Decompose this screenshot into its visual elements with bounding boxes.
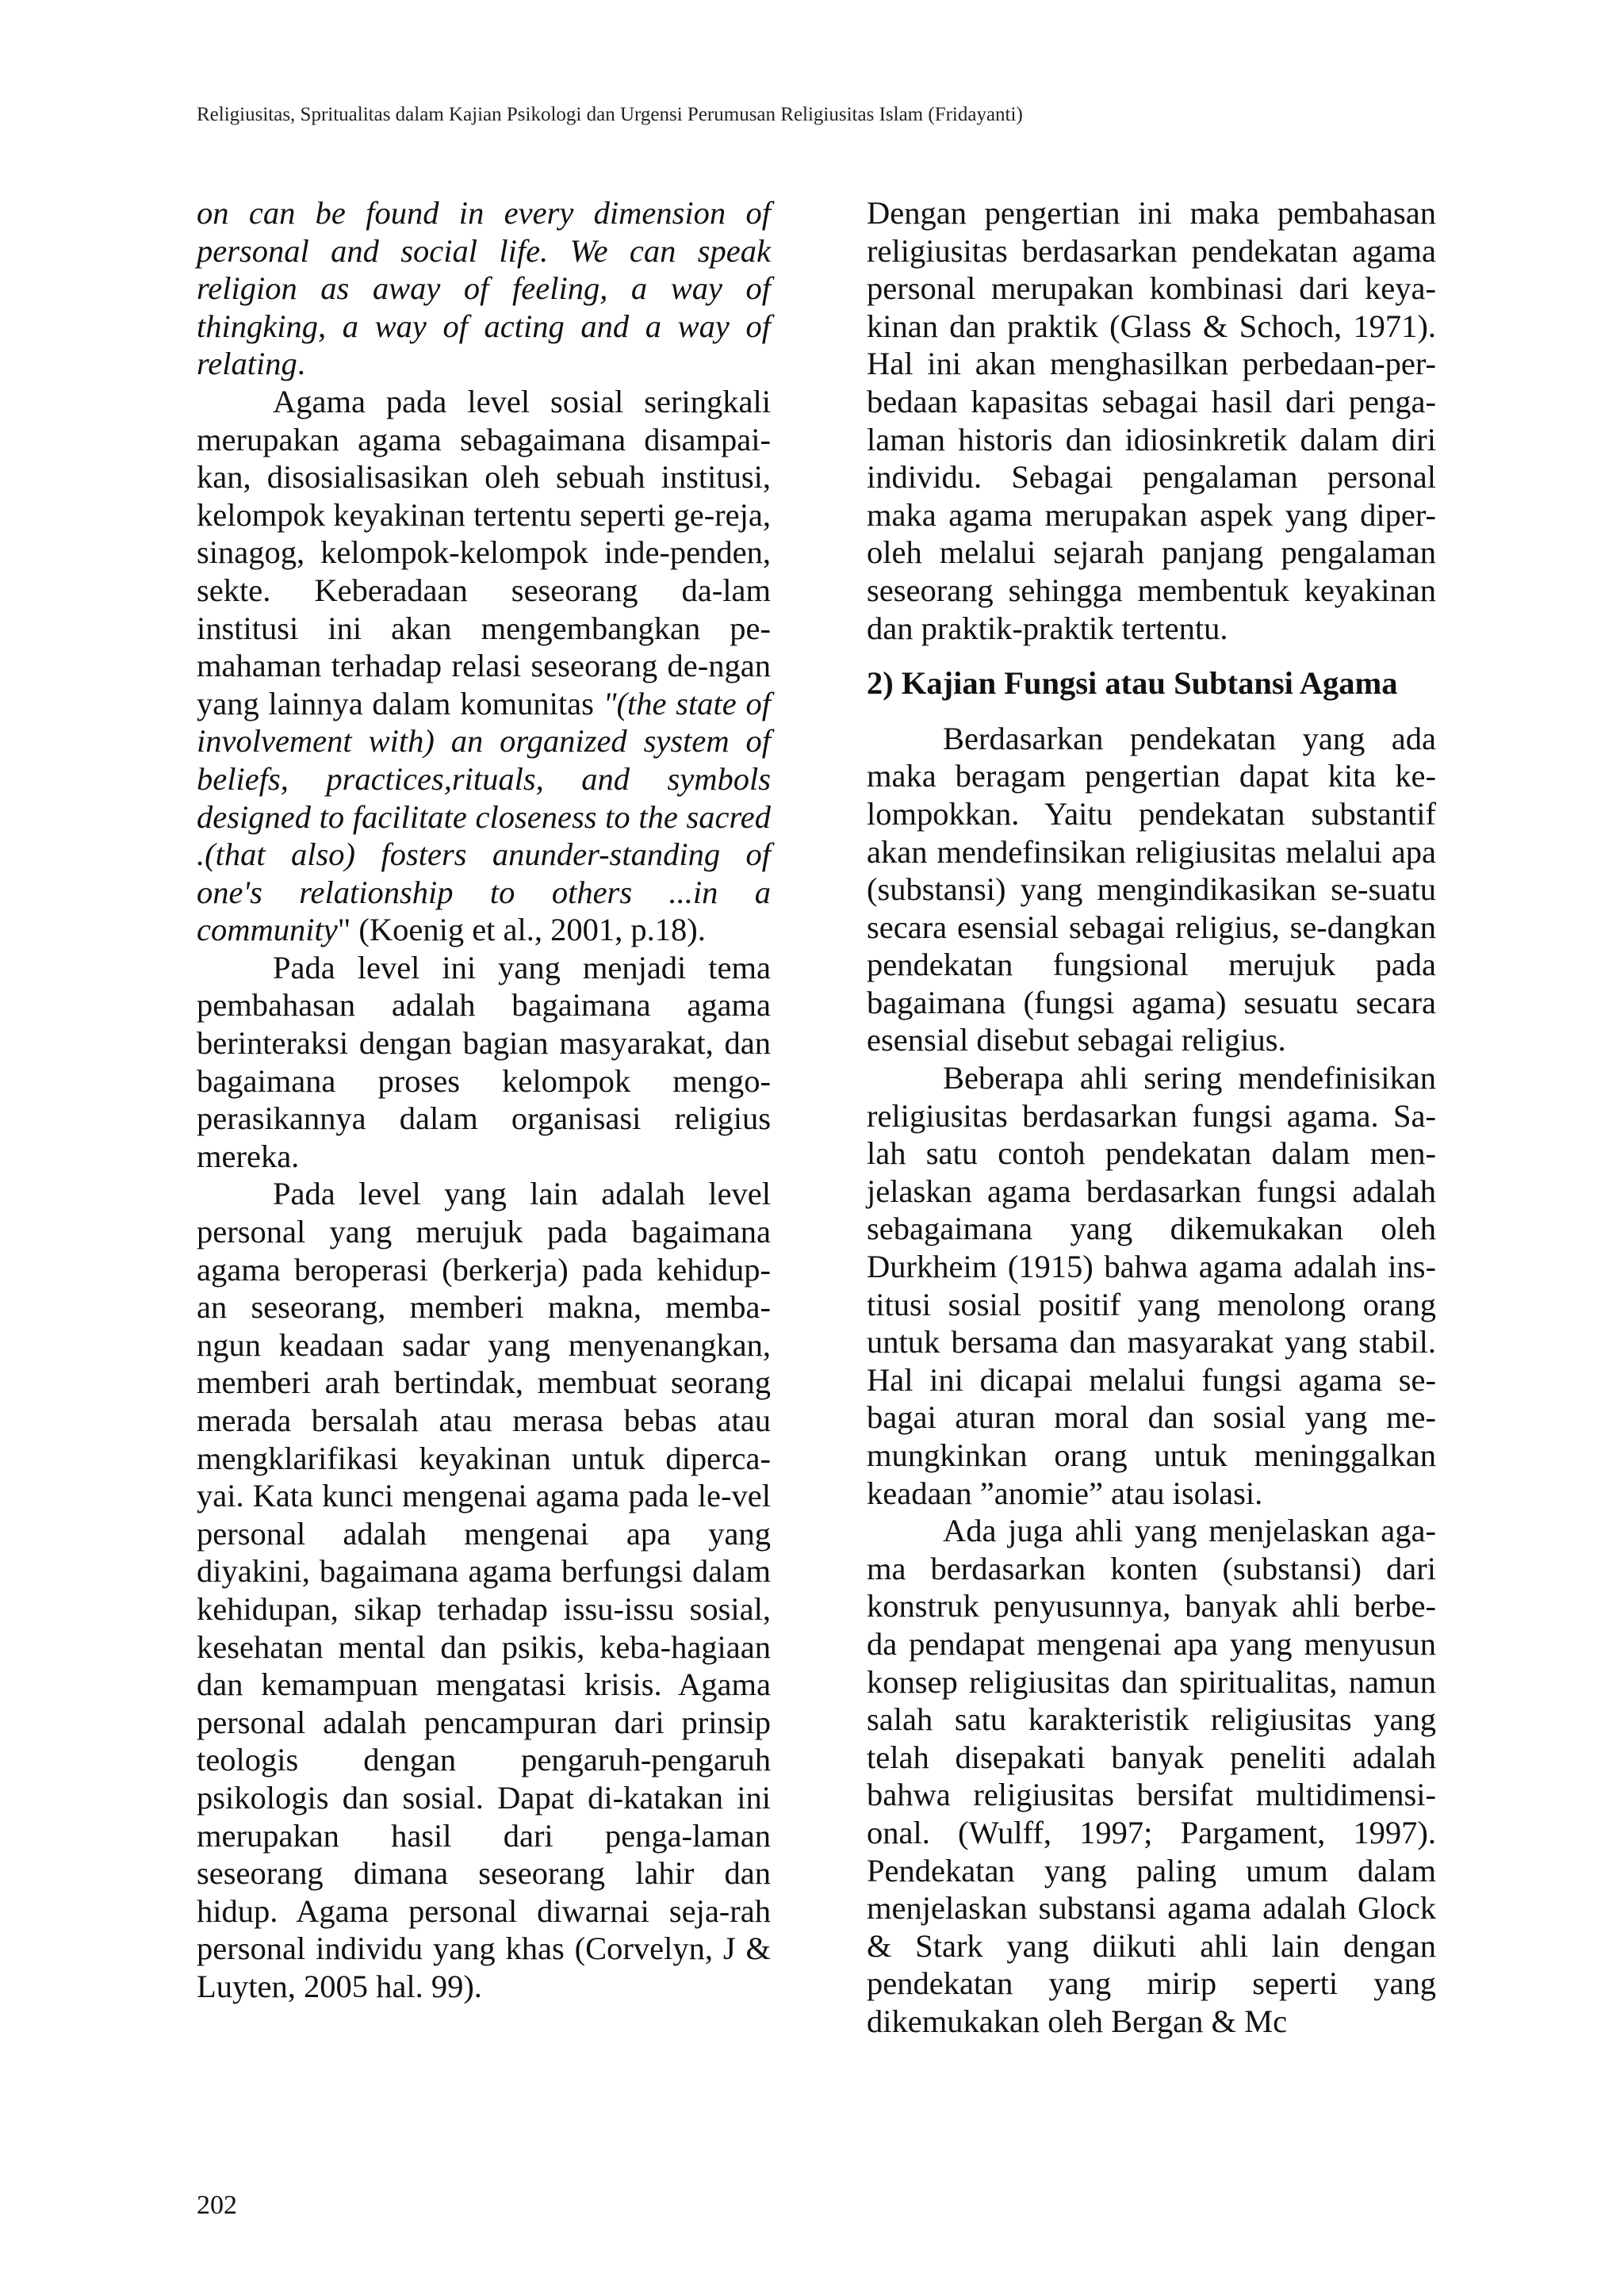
right-column bbox=[867, 194, 1436, 2041]
left-paragraph-3: Pada level ini yang menjadi tema pembahasan adalah bagaimana agama berinteraksi dengan bagian masyarakat, dan bagaimana proses kelompok mengo-perasikannya dalam organisasi religius mereka. bbox=[197, 949, 771, 1174]
right-paragraph-4: Ada juga ahli yang menjelaskan aga-ma berdasarkan konten (substansi) dari konstruk penyusunnya, banyak ahli berbe-da pendapat mengenai apa yang menyusun konsep religiusitas dan spiritualitas, namun salah satu karakteristik religiusitas yang telah disepakati banyak peneliti adalah bahwa religiusitas bersifat multidimensi-onal. (Wulff, 1997; Pargament, 1997). Pendekatan yang paling umum dalam menjelaskan substansi agama adalah Glock & Stark yang diikuti ahli lain dengan pendekatan yang mirip seperti yang dikemukakan oleh Bergan & Mc bbox=[867, 1513, 1436, 2039]
page-number: 202 bbox=[197, 2191, 237, 2220]
right-paragraph-1: Dengan pengertian ini maka pembahasan religiusitas berdasarkan pendekatan agama personal merupakan kombinasi dari keya-kinan dan praktik (Glass & Schoch, 1971). Hal ini akan menghasilkan perbedaan-per-bedaan kapasitas sebagai hasil dari penga-laman historis dan idiosinkretik dalam diri individu. Sebagai pengalaman personal maka agama merupakan aspek yang diper-oleh melalui sejarah panjang pengalaman seseorang sehingga membentuk keyakinan dan praktik-praktik tertentu. bbox=[867, 195, 1436, 646]
quote-italic: on can be found in every dimension of personal and social life. We can speak religion as away of feeling, a way of thingking, a way of acting and a way of relating bbox=[197, 195, 771, 382]
quote-end: . bbox=[297, 346, 305, 382]
section-heading: 2) Kajian Fungsi atau Subtansi Agama bbox=[867, 665, 1398, 702]
paragraph-text: Agama pada level sosial seringkali merupakan agama sebagaimana disampai-kan, disosialisasikan oleh sebuah institusi, kelompok keyakinan tertentu seperti ge-reja, sinagog, kelompok-kelompok inde-penden, sekte. Keberadaan seseorang da-lam institusi ini akan mengembangkan pe-mahaman terhadap relasi seseorang de-ngan yang lainnya dalam komunitas bbox=[197, 383, 771, 721]
left-paragraph-1 bbox=[197, 194, 771, 383]
right-paragraph-2: Berdasarkan pendekatan yang ada maka beragam pengertian dapat kita ke-lompokkan. Yaitu pendekatan substantif akan mendefinsikan religiusitas melalui apa (substansi) yang mengindikasikan se-suatu secara esensial sebagai religius, se-dangkan pendekatan fungsional merujuk pada bagaimana (fungsi agama) sesuatu secara esensial disebut sebagai religius. bbox=[867, 720, 1436, 1058]
right-paragraph-3: Beberapa ahli sering mendefinisikan religiusitas berdasarkan fungsi agama. Sa-lah satu contoh pendekatan dalam men-jelaskan agama berdasarkan fungsi adalah sebagaimana yang dikemukakan oleh Durkheim (1915) bahwa agama adalah ins-titusi sosial positif yang menolong orang untuk bersama dan masyarakat yang stabil. Hal ini dicapai melalui fungsi agama se-bagai aturan moral dan sosial yang me-mungkinkan orang untuk meninggalkan keadaan ”anomie” atau isolasi. bbox=[867, 1060, 1436, 1511]
left-paragraph-4: Pada level yang lain adalah level personal yang merujuk pada bagaimana agama beroperasi (berkerja) pada kehidup-an seseorang, memberi makna, memba-ngun keadaan sadar yang menyenangkan, memberi arah bertindak, membuat seorang merada bersalah atau merasa bebas atau mengklarifikasi keyakinan untuk diperca-yai. Kata kunci mengenai agama pada le-vel personal adalah mengenai apa yang diyakini, bagaimana agama berfungsi dalam kehidupan, sikap terhadap issu-issu sosial, kesehatan mental dan psikis, keba-hagiaan dan kemampuan mengatasi krisis. Agama personal adalah pencampuran dari prinsip teologis dengan pengaruh-pengaruh psikologis dan sosial. Dapat di-katakan ini merupakan hasil dari penga-laman seseorang dimana seseorang lahir dan hidup. Agama personal diwarnai seja-rah personal individu yang khas (Corvelyn, J & Luyten, 2005 hal. 99). bbox=[197, 1176, 771, 2004]
citation: " (Koenig et al., 2001, p.18). bbox=[337, 912, 706, 948]
left-paragraph-2 bbox=[197, 383, 771, 949]
running-head: Religiusitas, Spritualitas dalam Kajian Psikologi dan Urgensi Perumusan Religiusitas Islam (Fridayanti) bbox=[197, 104, 1023, 125]
quote-italic: "(the state of involvement with) an organized system of beliefs, practices,rituals, and symbols designed to facilitate closeness to the sacred .(that also) fosters anunder-standing of one's relationship to others ...in a community bbox=[197, 685, 771, 948]
left-column bbox=[197, 194, 771, 2006]
